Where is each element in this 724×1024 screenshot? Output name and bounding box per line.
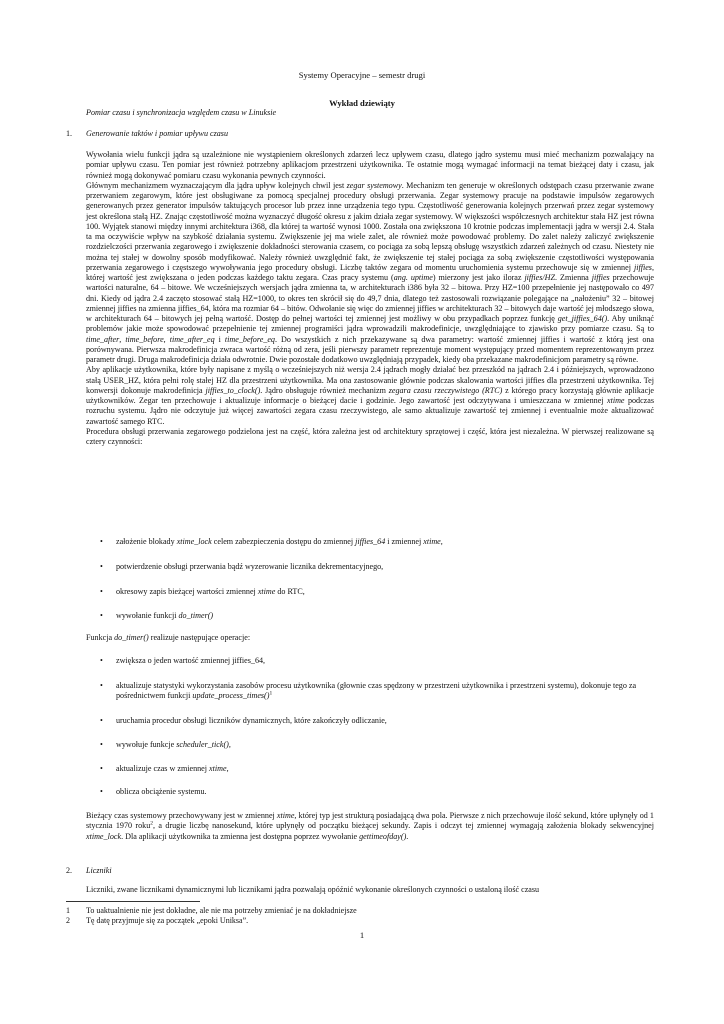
- footnote-text: Tę datę przyjmuje się za początek „epoki Uniksa”.: [86, 916, 249, 925]
- text-run: aktualizuje czas w zmiennej: [116, 764, 210, 773]
- bullet-icon: •: [100, 587, 103, 596]
- term-xtime-lock: xtime_lock: [86, 831, 122, 841]
- text-run: z którego pracy korzystają głównie aplikacje użytkowników. Zegar ten przechowuje i aktualizuje informacje o bieżącej dacie i godzinie. Jego zawartość jest odczytywana i umieszczana w zmiennej: [86, 385, 654, 405]
- list-item: [100, 787, 654, 797]
- term-xtime: xtime,: [423, 537, 443, 546]
- text-run: Wywołania wielu funkcji jądra są uzależnione nie wystąpieniem określonych zdarzeń lecz upływem czasu, dlatego jądro systemu musi mieć mechanizm pozwalający na pomiar upływu czasu. Ten pomiar jest również potrzebny aplikacjom przestrzeni użytkownika. Te ostatnie mogą wymagać informacji na temat bieżącej daty i czasu, jak również mogą dokonywać pomiaru czasu wykonania pewnych czynności.: [86, 150, 654, 180]
- footnote: [66, 906, 656, 916]
- footnote-rule: [66, 901, 200, 902]
- section-title: Liczniki: [86, 866, 112, 875]
- bullet-icon: •: [100, 537, 103, 546]
- list-item: [100, 716, 654, 726]
- footnote-text: To uaktualnienie nie jest dokładne, ale nie ma potrzeby zmieniać je na dokładniejsze: [86, 906, 357, 915]
- term-xtime: xtime: [209, 764, 227, 773]
- list-item: [100, 562, 654, 572]
- bullet-icon: •: [100, 787, 103, 796]
- text-run: Głównym mechanizmem wyznaczającym dla jądra upływ kolejnych chwil jest: [86, 180, 347, 190]
- text-run: ,: [228, 740, 231, 749]
- term-uptime: ang. uptime: [393, 273, 433, 282]
- term-time-after: time_after: [86, 334, 120, 344]
- paragraph-5: [86, 811, 654, 842]
- text-run: celem zabezpieczenia dostępu do zmiennej: [211, 537, 356, 546]
- term-time-before: time_before: [125, 334, 164, 344]
- bullet-icon: •: [100, 681, 103, 690]
- section-1-body: [86, 150, 654, 447]
- text-run: , której wartość jest zwiększana o jeden podczas każdego taktu zegara. Czas pracy systemu (: [86, 262, 654, 282]
- footnote-number: 2: [66, 916, 70, 925]
- text-run: wywołanie funkcji: [116, 611, 179, 620]
- text-run: ) mierzony jest jako iloraz: [432, 273, 525, 282]
- bullet-icon: •: [100, 716, 103, 725]
- term-do-timer: do_timer(): [178, 611, 214, 620]
- footnote-number: 1: [66, 906, 70, 915]
- lecture-subtitle: Pomiar czasu i synchronizacja względem czasu w Linuksie: [86, 108, 277, 117]
- text-run: założenie blokady: [116, 537, 177, 546]
- term-jiffies-64: jiffies_64: [355, 537, 386, 546]
- running-header: Systemy Operacyjne – semestr drugi: [298, 70, 426, 80]
- list-item: [100, 587, 654, 597]
- term-jiffies: jiffies: [591, 273, 610, 282]
- text-run: oblicza obciążenie systemu.: [116, 787, 207, 796]
- list-item: [100, 681, 654, 702]
- text-run: . Zmienna: [555, 273, 592, 282]
- text-run: Bieżący czas systemowy przechowywany jest w zmiennej: [86, 811, 277, 820]
- text-run: potwierdzenie obsługi przerwania bądź wyzerowanie licznika dekrementacyjnego,: [116, 562, 384, 571]
- text-run: ,: [119, 334, 126, 344]
- section-number: 2.: [66, 866, 73, 875]
- paragraph-4: [86, 633, 654, 643]
- text-run: . Dla aplikacji użytkownika ta zmienna jest dostępna poprzez wywołanie: [121, 831, 360, 841]
- bullet-icon: •: [100, 656, 103, 665]
- section-heading-1: [66, 129, 228, 139]
- term-jiffies-to-clock: jiffies_to_clock(): [205, 385, 261, 395]
- text-run: i: [214, 334, 225, 344]
- text-run: .: [406, 831, 409, 841]
- footnote-mark: 2: [150, 820, 154, 827]
- section-number: 1.: [66, 129, 73, 138]
- term-jiffies-hz: jiffies/HZ: [524, 273, 556, 282]
- list-item: [100, 656, 654, 666]
- paragraph-6: Liczniki, zwane licznikami dynamicznymi lub licznikami jądra pozwalają opóźnić wykonanie określonych czynności o ustaloną ilość czasu: [86, 885, 540, 894]
- text-run: . Jądro obsługuje również mechanizm: [260, 385, 389, 395]
- text-run: , której typ jest strukturą posiadającą dwa pola. Pierwsze z nich przechowuje ilość sekund, które upłynęły od 1 stycznia 1970 roku: [86, 811, 654, 831]
- section-title: Generowanie taktów i pomiar upływu czasu: [86, 129, 229, 138]
- text-run: i zmiennej: [385, 537, 424, 546]
- text-run: aktualizuje statystyki wykorzystania zasobów procesu użytkownika (głownie czas spędzony w przestrzeni użytkownika i przestrzeni systemu), dokonuje tego za pośrednictwem funkcji: [116, 681, 637, 701]
- text-run: realizuje następujące operacje:: [148, 633, 251, 642]
- text-run: uruchamia procedur obsługi liczników dynamicznych, które zakończyły odliczanie,: [116, 716, 387, 725]
- text-run: Funkcja: [86, 633, 115, 642]
- term-rtc: zegara czasu rzeczywistego (RTC): [388, 385, 503, 395]
- term-scheduler-tick: scheduler_tick(): [176, 740, 229, 749]
- text-run: . Aby uniknąć problemów jakie może spowodować przepełnienie tej zmiennej programiści jądra wprowadzili makrodefinicje, uwzględniające to zjawisko przy pomiarze czasu. Są to: [86, 314, 654, 334]
- text-run: podczas rozruchu systemu. Jądro nie odczytuje już więcej zawartości zegara czasu rzeczywistego, ale samo aktualizuje zawartość tej zmiennej i eventualnie może aktualizować zawartość samego RTC.: [86, 396, 655, 426]
- list-item: [100, 611, 654, 621]
- term-time-after-eq: time_after_eq: [169, 334, 215, 344]
- footnotes: [66, 901, 656, 926]
- list-item: [100, 537, 654, 547]
- text-run: . Do wszystkich z nich przekazywane są dwa parametry: wartość zmiennej jiffies i wartość z którą jest ona porównywana. Pierwsza makrodefinicja zwraca wartość różną od zera, jeśli pierwszy parametr reprezentuje moment występujący przed momentem reprezentowanym przez parametr drugi. Druga makrodefinicja działa odwrotnie. Dwie pozostałe dodatkowo uwzględniają przypadek, kiedy oba przekazane makrodefinicjom parametry są równe.: [86, 334, 655, 364]
- bullet-icon: •: [100, 611, 103, 620]
- term-xtime: xtime: [257, 587, 276, 596]
- text-run: ,: [226, 764, 229, 773]
- text-run: zwiększa o jeden wartość zmiennej jiffies_64,: [116, 656, 266, 665]
- term-time-before-eq: time_before_eq: [224, 334, 275, 344]
- footnote: [66, 916, 656, 926]
- text-run: Aby aplikacje użytkownika, które były napisane z myślą o wcześniejszych niż wersja 2.4 jądrach mogły działać bez przeszkód na jądrach 2.4 i późniejszych, wprowadzono stałą USER_HZ, która pełni rolę stałej HZ dla przestrzeni użytkownika. Ma ona zastosowanie głównie podczas skalowania wartości jiffies dla przestrzeni użytkownika. Tej konwersji dokonuje makrodefinicja: [86, 365, 654, 395]
- text-run: przechowuje wartości naturalne, 64 – bitowe. We wcześniejszych wersjach jądra zmienna ta, w architekturach i386 była 32 – bitowa. Przy HZ=100 przepełnienie jej następowało co 497 dni. Kiedy od jądra 2.4 zaczęto stosować stałą HZ=1000, to okres ten skrócił się do 49,7 dnia, dlatego też zastosowali rozwiązanie polegające na „nałożeniu” 32 – bitowej zmiennej jiffies na zmienna jiffies_64, która ma rozmiar 64 – bitów. Odwołanie się więc do zmiennej jiffies w architekturach 32 – bitowych daje wartość jej młodszego słowa, w architekturach 64 – bitowych jej pełną wartość. Dostęp do pełnej wartości tej zmiennej jest możliwy w obu przypadkach poprzez funkcję: [86, 273, 655, 323]
- footnote-mark: 1: [269, 690, 273, 697]
- term-jiffies: jiffies: [633, 262, 652, 272]
- list-item: [100, 740, 654, 750]
- bullet-icon: •: [100, 740, 103, 749]
- text-run: okresowy zapis bieżącej wartości zmiennej: [116, 587, 258, 596]
- bullet-icon: •: [100, 562, 103, 571]
- text-run: do RTC,: [275, 587, 305, 596]
- bullet-icon: •: [100, 764, 103, 773]
- list-item: [100, 764, 654, 774]
- lecture-title: Wykład dziewiąty: [329, 98, 395, 108]
- text-run: Procedura obsługi przerwania zegarowego podzielona jest na część, która zależna jest od architektury sprzętowej i część, która jest niezależna. W pierwszej realizowane są cztery czynności:: [86, 426, 654, 446]
- term-do-timer: do_timer(): [114, 633, 149, 642]
- term-xtime: xtime: [606, 396, 625, 405]
- term-zegar-systemowy: zegar systemowy: [346, 180, 402, 190]
- section-heading-2: [66, 866, 112, 876]
- paragraph-1: [86, 150, 654, 447]
- term-gettimeofday: gettimeofday(): [359, 831, 407, 841]
- text-run: wywołuje funkcje: [116, 740, 177, 749]
- text-run: . Mechanizm ten generuje w określonych odstępach czasu przerwanie zwane przerwaniem zegarowym, które jest obsługiwane za pomocą specjalnej procedury obsługi przerwania. Zegar systemowy pracuje na podstawie impulsów zegarowych generowanych przez generator impulsów taktujących procesor lub przez inne urządzenia tego typu. Częstotliwość generowania kolejnych przerwań przez zegar systemowy jest określona stałą HZ. Znając częstotliwość można wyznaczyć długość okresu z jakim działa zegar systemowy. W większości współczesnych architektur stała HZ jest równa 100. Wyjątek stanowi między innymi architektura i368, dla której ta wartość wynosi 1000. Została ona zwiększona 10 krotnie podczas implementacji jądra w wersji 2.4. Stała ta ma oczywiście wpływ na szybkość działania systemu. Zwiększenie jej ma wiele zalet, ale również może powodować problemy. Do zalet należy zaliczyć zwiększenie rozdzielczości przerwania zegarowego i zwiększenie dokładności sterowania czasem, co pociąga za sobą lepszą obsługę wszystkich zdarzeń zależnych od czasu. Niestety nie można tej stałej w dowolny sposób modyfikować. Należy również uwzględnić fakt, że zwiększenie tej stałej pociąga za sobą zwiększenie częstotliwości występowania przerwania zegarowego i częstszego wywoływania jego procedury obsługi. Liczbę taktów zegara od momentu uruchomienia systemu przechowuje się w zmiennej: [86, 180, 655, 272]
- text-run: ,: [163, 334, 170, 344]
- term-xtime-lock: xtime_lock: [176, 537, 212, 546]
- text-run: , a drugie liczbę nanosekund, które upłynęły od początku bieżącej sekundy. Zapis i odczyt tej zmiennej wymagają założenia blokady sekwencyjnej: [153, 821, 655, 831]
- term-xtime: xtime: [276, 811, 295, 820]
- term-get-jiffies-64: get_jiffies_64(): [557, 314, 608, 323]
- term-update-process-times: update_process_times(): [192, 691, 270, 701]
- page-number: 1: [359, 930, 365, 940]
